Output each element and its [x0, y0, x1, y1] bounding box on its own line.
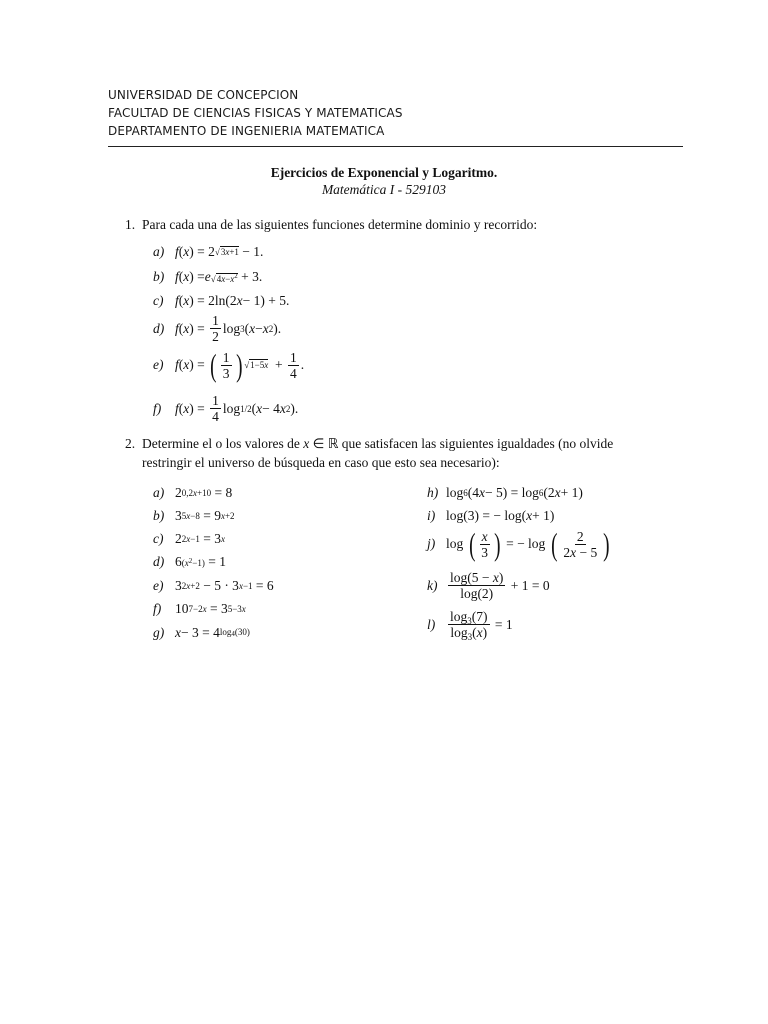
- q1-item-e: [153, 349, 304, 381]
- q2-item-j: [427, 528, 612, 560]
- item-label: k): [427, 577, 438, 593]
- q2-item-d: [153, 554, 226, 570]
- question-1-text: Para cada una de las siguientes funciones determine dominio y recorrido:: [142, 217, 538, 232]
- item-label: d): [153, 320, 165, 336]
- question-2-text-after: que satisfacen las siguientes igualdades (no olvide: [341, 436, 614, 451]
- document-subtitle: Matemática I - 529103: [321, 182, 447, 197]
- item-label: b): [153, 508, 165, 523]
- formula: f ( x ) = 2 √3x+1 − 1.: [175, 244, 264, 259]
- q1-item-c: [153, 293, 289, 309]
- item-label: l): [427, 616, 436, 632]
- question-2-text-line2: restringir el universo de búsqueda en caso que esto sea necesario):: [142, 455, 500, 470]
- question-2: 2. Determine el o los valores de x ∈ ℝ que satisfacen las siguientes igualdades (no olvide restringir el universo de búsqueda en caso que esto sea necesario):: [125, 436, 614, 470]
- question-2-text-before: Determine el o los valores de: [142, 436, 300, 451]
- institution-header: [108, 86, 403, 140]
- formula: $\frac{\log_3(7)}{\log_3(x)}$ = 1: [450, 609, 513, 642]
- header-rule: [108, 146, 683, 147]
- item-label: h): [427, 485, 439, 500]
- formula: log ( $\frac{x}{3}$ ) = − log ( $\frac{2}{2x - 5}$ ): [446, 526, 610, 562]
- q2-item-f: [153, 601, 246, 617]
- q2-item-k: [427, 570, 550, 601]
- formula: 3 5x−8 = 9 x+2: [175, 508, 235, 523]
- item-label: f): [153, 400, 162, 416]
- item-label: c): [153, 531, 164, 546]
- question-1-number: 1.: [125, 217, 136, 232]
- item-label: c): [153, 293, 164, 308]
- formula: 10 7−2x = 3 5−3x: [175, 601, 246, 616]
- item-label: e): [153, 578, 164, 593]
- formula: x − 3 = 4 $\log_4(30)$: [175, 625, 250, 640]
- q2-item-h: [427, 485, 583, 501]
- header-department: DEPARTAMENTO DE INGENIERIA MATEMATICA: [108, 124, 385, 138]
- formula: $\frac{\log(5 - x)}{\log(2)}$ + 1 = 0: [450, 570, 550, 601]
- formula: 3 2x+2 − 5 · 3 x−1 = 6: [175, 578, 274, 593]
- q2-item-i: [427, 508, 554, 524]
- formula: log(3) = − log( x + 1): [446, 508, 555, 523]
- item-label: g): [153, 625, 165, 640]
- question-1: [125, 215, 538, 234]
- q2-item-c: [153, 531, 225, 547]
- item-label: b): [153, 269, 165, 284]
- formula: 2 2x−1 = 3 x: [175, 531, 225, 546]
- item-label: d): [153, 554, 165, 569]
- item-label: a): [153, 485, 165, 500]
- formula: log 6 (4 x − 5) = log 6 (2 x + 1): [446, 485, 583, 500]
- header-faculty: FACULTAD DE CIENCIAS FISICAS Y MATEMATICAS: [108, 106, 403, 120]
- q2-item-l: [427, 609, 513, 640]
- q1-item-d: [153, 313, 281, 344]
- item-label: a): [153, 244, 165, 259]
- formula: f ( x ) = 2ln(2 x − 1) + 5.: [175, 293, 290, 308]
- q1-item-f: [153, 393, 298, 424]
- formula: f ( x ) = $\frac{1}{2}$ log 3 ( x − x 2 ).: [175, 313, 282, 344]
- item-label: i): [427, 508, 436, 523]
- q2-item-a: [153, 485, 232, 501]
- q1-item-b: [153, 269, 262, 285]
- item-label: f): [153, 601, 162, 616]
- item-label: e): [153, 357, 164, 372]
- formula: 6 $(x^2-1)$ = 1: [175, 554, 226, 569]
- header-university: UNIVERSIDAD DE CONCEPCION: [108, 88, 299, 102]
- q2-item-b: [153, 508, 235, 524]
- question-2-number: 2.: [125, 436, 136, 451]
- formula: f ( x ) = e $√4x-x^2$ + 3.: [175, 269, 263, 284]
- q2-item-e: [153, 578, 274, 594]
- q1-item-a: [153, 244, 263, 260]
- document-title: Ejercicios de Exponencial y Logaritmo.: [270, 165, 498, 180]
- item-label: j): [427, 536, 436, 551]
- formula: 2 0,2x+10 = 8: [175, 485, 233, 500]
- formula: f ( x ) = $\frac{1}{4}$ log 1/2 ( x − 4 x 2 ).: [175, 393, 299, 424]
- formula: f ( x ) = ( $\frac{1}{3}$ ) √1−5x + $\frac{1}{4}$ .: [175, 347, 305, 383]
- q2-item-g: [153, 625, 250, 641]
